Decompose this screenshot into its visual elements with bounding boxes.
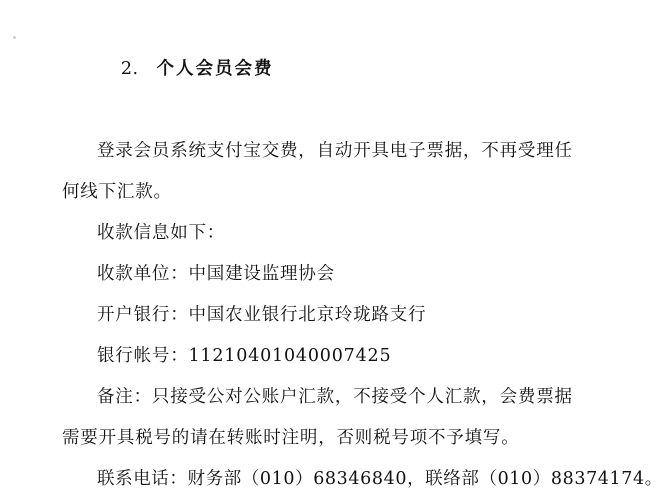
bank-name-line xyxy=(62,295,630,336)
paragraph-line: 何线下汇款。 xyxy=(62,182,172,202)
remarks-paragraph xyxy=(62,377,630,459)
paragraph-line: 需要开具税号的请在转账时注明，否则税号项不予填写。 xyxy=(62,428,520,448)
paragraph-line: 联系电话：财务部（010）68346840，联络部（010）88374174。 xyxy=(97,469,663,489)
scan-speck xyxy=(13,36,16,39)
paragraph-line: 登录会员系统支付宝交费，自动开具电子票据，不再受理任 xyxy=(97,141,573,161)
paragraph-line: 银行帐号：11210401040007425 xyxy=(97,346,392,366)
paragraph-line: 备注：只接受公对公账户汇款，不接受个人汇款，会费票据 xyxy=(97,387,573,407)
bank-account-line xyxy=(62,336,630,377)
contact-phone-paragraph xyxy=(62,459,663,500)
payment-method-paragraph xyxy=(62,131,630,213)
paragraph-line: 收款信息如下： xyxy=(97,223,226,243)
section-heading xyxy=(62,8,630,131)
paragraph-line: 开户银行：中国农业银行北京玲珑路支行 xyxy=(97,305,427,325)
section-heading-number: 2. xyxy=(120,59,139,79)
payee-name-line xyxy=(62,254,630,295)
paragraph-line: 收款单位：中国建设监理协会 xyxy=(97,264,335,284)
receipt-info-intro xyxy=(62,213,630,254)
section-heading-title: 个人会员会费 xyxy=(156,59,274,79)
